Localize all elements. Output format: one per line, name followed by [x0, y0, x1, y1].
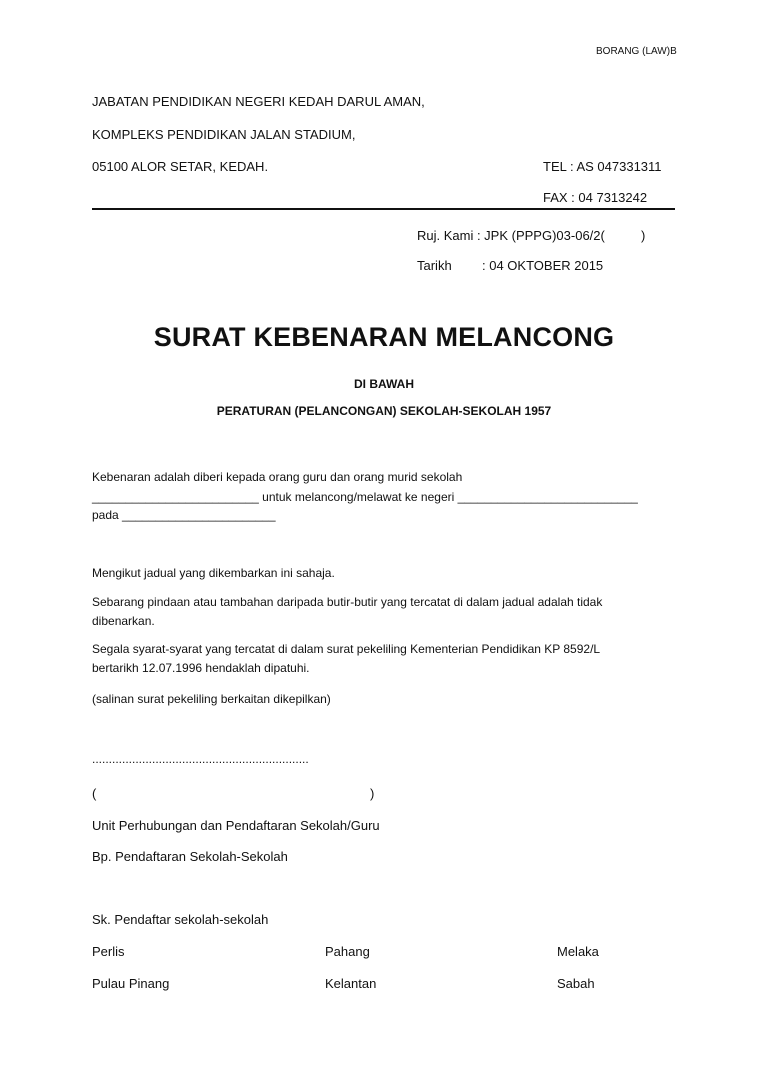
address-line-3: 05100 ALOR SETAR, KEDAH.: [92, 159, 269, 174]
permission-line-2: _________________________ untuk melancong/melawat ke negeri ___________________________: [92, 490, 638, 504]
paragraph-schedule: Mengikut jadual yang dikembarkan ini sahaja.: [92, 566, 335, 580]
reference-number: Ruj. Kami : JPK (PPPG)03-06/2(: [417, 228, 605, 243]
paragraph-attachment: (salinan surat pekeliling berkaitan dikepilkan): [92, 692, 331, 706]
subtitle-di-bawah: DI BAWAH: [354, 377, 414, 391]
signatory-bp: Bp. Pendaftaran Sekolah-Sekolah: [92, 849, 288, 864]
permission-line-1: Kebenaran adalah diberi kepada orang guru dan orang murid sekolah: [92, 470, 463, 484]
subtitle-regulation: PERATURAN (PELANCONGAN) SEKOLAH-SEKOLAH 1957: [216, 404, 552, 418]
cc-heading: Sk. Pendaftar sekolah-sekolah: [92, 912, 269, 927]
date-value: : 04 OKTOBER 2015: [482, 258, 604, 273]
signature-line: .................................................................: [92, 752, 309, 766]
paragraph-conditions-line-1: Segala syarat-syarat yang tercatat di dalam surat pekeliling Kementerian Pendidikan KP 8592/L: [92, 642, 601, 656]
fax-number: FAX : 04 7313242: [543, 190, 648, 205]
cc-state-pulau-pinang: Pulau Pinang: [92, 976, 170, 991]
cc-state-kelantan: Kelantan: [325, 976, 377, 991]
cc-state-melaka: Melaka: [557, 944, 599, 959]
header-divider: [92, 208, 675, 210]
address-line-1: JABATAN PENDIDIKAN NEGERI KEDAH DARUL AMAN,: [92, 94, 425, 109]
date-label: Tarikh: [417, 258, 452, 273]
cc-state-pahang: Pahang: [325, 944, 370, 959]
reference-close-paren: ): [641, 228, 646, 243]
tel-number: TEL : AS 047331311: [543, 159, 662, 174]
cc-state-perlis: Perlis: [92, 944, 125, 959]
form-code: BORANG (LAW)B: [596, 46, 677, 57]
paragraph-amendment-line-2: dibenarkan.: [92, 614, 155, 628]
cc-state-sabah: Sabah: [557, 976, 595, 991]
document-title: SURAT KEBENARAN MELANCONG: [153, 322, 615, 352]
paragraph-conditions-line-2: bertarikh 12.07.1996 hendaklah dipatuhi.: [92, 661, 310, 675]
signatory-unit: Unit Perhubungan dan Pendaftaran Sekolah/Guru: [92, 818, 380, 833]
paragraph-amendment-line-1: Sebarang pindaan atau tambahan daripada butir-butir yang tercatat di dalam jadual adalah tidak: [92, 595, 603, 609]
signature-close-paren: ): [370, 786, 375, 801]
permission-line-3: pada _______________________: [92, 508, 276, 522]
address-line-2: KOMPLEKS PENDIDIKAN JALAN STADIUM,: [92, 127, 356, 142]
signature-open-paren: (: [92, 786, 97, 801]
